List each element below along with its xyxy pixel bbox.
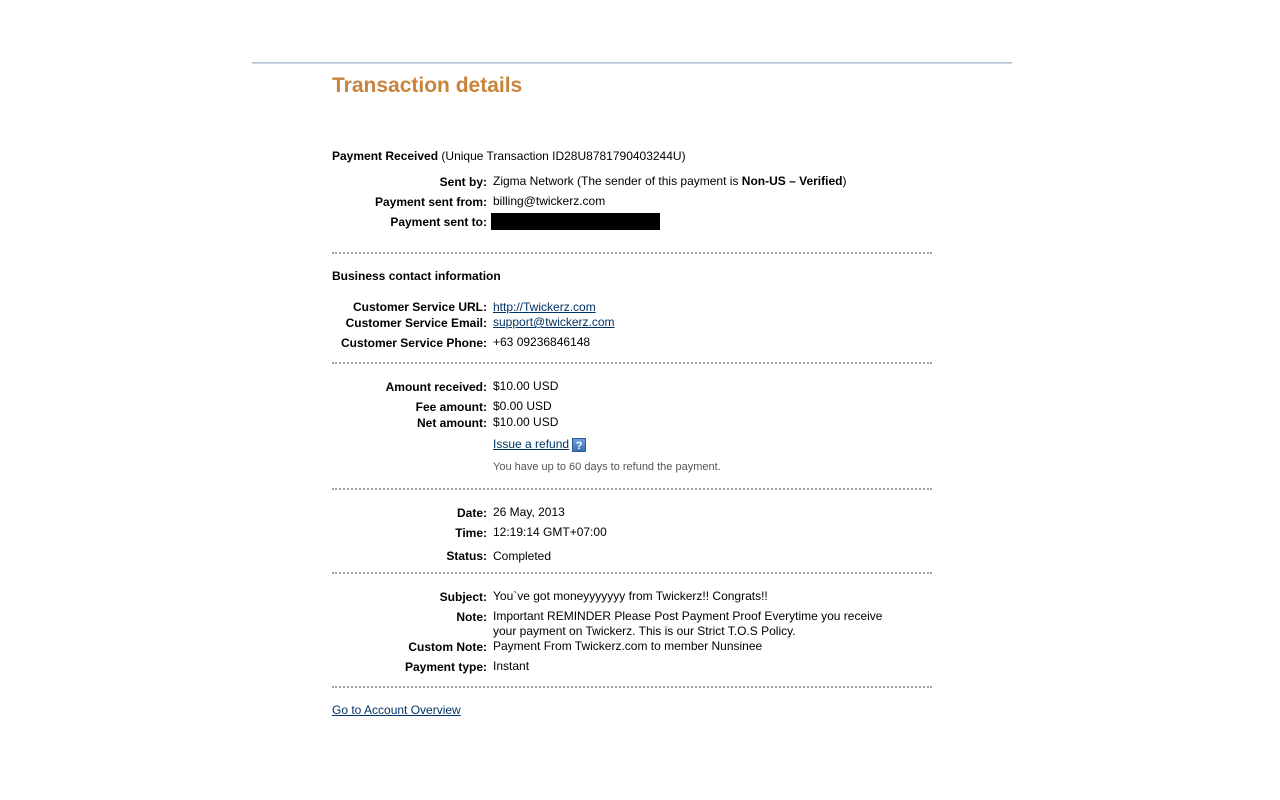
amount-received-label: Amount received: — [385, 380, 487, 394]
divider — [332, 686, 932, 688]
cs-email-label: Customer Service Email: — [345, 316, 487, 330]
status-label: Status: — [446, 549, 487, 563]
payment-received-label: Payment Received — [332, 149, 439, 163]
date-label: Date: — [456, 506, 487, 520]
payment-type-value: Instant — [493, 659, 530, 673]
divider — [332, 572, 932, 574]
payment-type-label: Payment type: — [404, 660, 487, 674]
status-value: Completed — [493, 549, 552, 563]
refund-row — [493, 437, 586, 452]
net-amount-label: Net amount: — [417, 416, 487, 430]
cs-url-link[interactable]: http://Twickerz.com — [493, 300, 596, 314]
time-label: Time: — [455, 526, 487, 540]
custom-note-label: Custom Note: — [408, 640, 487, 654]
divider — [332, 252, 932, 254]
redacted-recipient — [491, 213, 660, 230]
cs-url-value — [493, 300, 596, 314]
sent-by-label: Sent by: — [439, 175, 487, 189]
divider — [332, 488, 932, 490]
business-heading: Business contact information — [332, 269, 501, 283]
cs-phone-value: +63 09236846148 — [493, 335, 591, 349]
amount-received-value: $10.00 USD — [493, 379, 559, 393]
cs-email-value — [493, 315, 615, 329]
footer-links — [332, 703, 461, 717]
sent-by-value — [493, 174, 846, 188]
sender-status-prefix: (The sender of this payment is — [577, 174, 742, 188]
net-amount-value: $10.00 USD — [493, 415, 559, 429]
divider — [332, 362, 932, 364]
time-value: 12:19:14 GMT+07:00 — [493, 525, 607, 539]
subject-value: You`ve got moneyyyyyyy from Twickerz!! Congrats!! — [493, 589, 768, 603]
note-value: Important REMINDER Please Post Payment Proof Everytime you receive your payment on Twickerz. This is our Strict T.O.S Policy. — [493, 609, 883, 638]
page-title: Transaction details — [332, 74, 523, 97]
sent-to-label: Payment sent to: — [390, 215, 487, 229]
fee-amount-label: Fee amount: — [415, 400, 487, 414]
cs-phone-label: Customer Service Phone: — [340, 336, 487, 350]
help-icon[interactable]: ? — [572, 438, 586, 452]
sender-status: Non-US – Verified — [741, 174, 843, 188]
date-value: 26 May, 2013 — [493, 505, 565, 519]
sent-from-label: Payment sent from: — [374, 195, 487, 209]
cs-url-label: Customer Service URL: — [352, 300, 487, 314]
note-label: Note: — [456, 610, 487, 624]
top-rule — [252, 62, 1012, 64]
issue-refund-link[interactable]: Issue a refund — [493, 437, 570, 451]
transaction-id: (Unique Transaction ID28U8781790403244U) — [441, 149, 686, 163]
custom-note-value: Payment From Twickerz.com to member Nunsinee — [493, 639, 763, 653]
account-overview-link[interactable]: Go to Account Overview — [332, 703, 461, 717]
sender-status-suffix: ) — [842, 174, 847, 188]
sent-from-value: billing@twickerz.com — [493, 194, 606, 208]
subject-label: Subject: — [439, 590, 487, 604]
cs-email-link[interactable]: support@twickerz.com — [493, 315, 615, 329]
fee-amount-value: $0.00 USD — [493, 399, 552, 413]
refund-note: You have up to 60 days to refund the payment. — [493, 461, 721, 473]
payment-heading — [332, 149, 686, 163]
sender-name: Zigma Network — [493, 174, 574, 188]
